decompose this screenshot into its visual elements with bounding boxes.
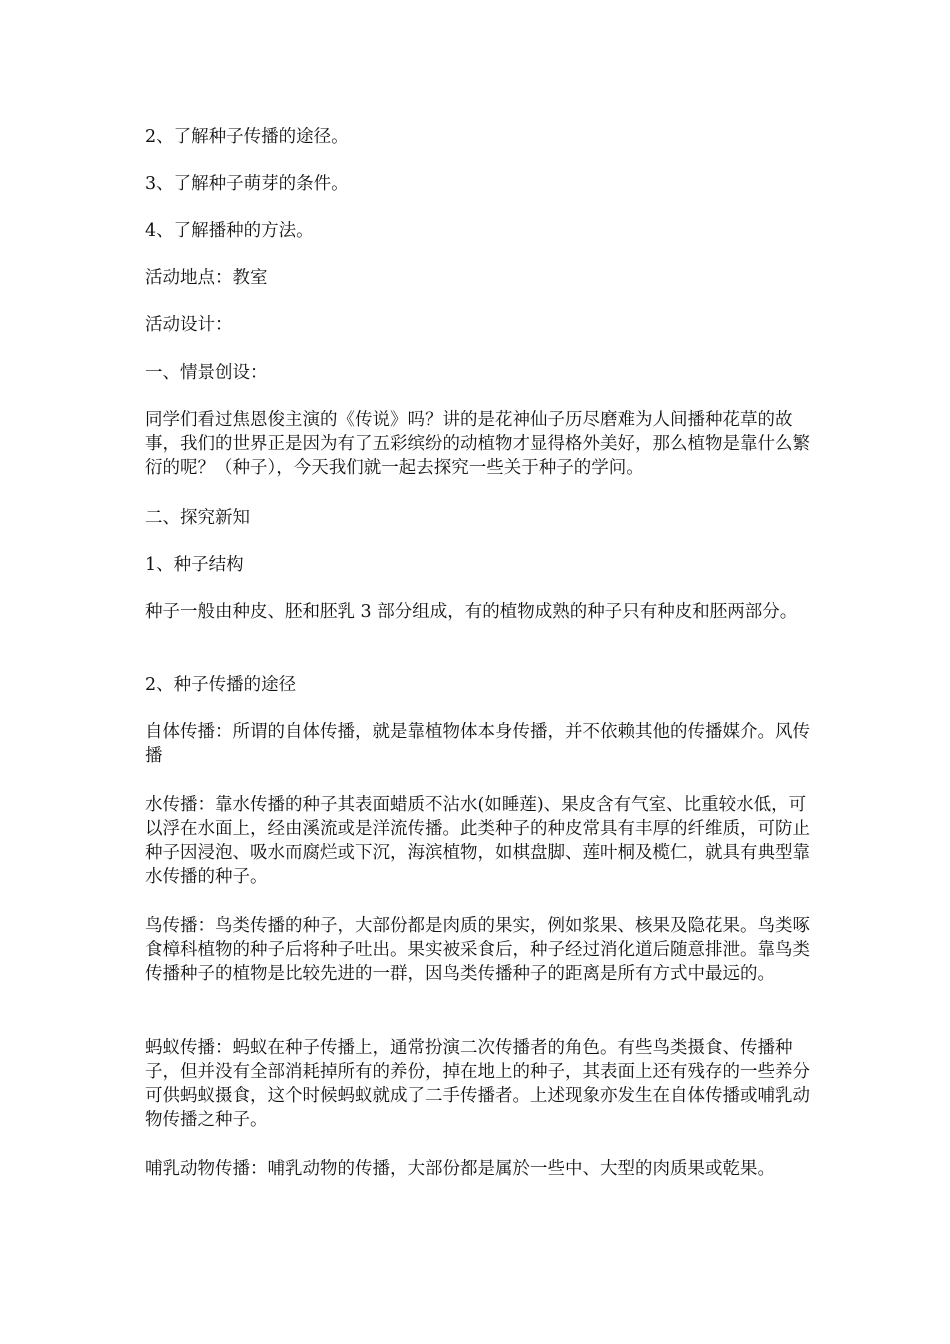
mammal-dispersal-paragraph: 哺乳动物传播：哺乳动物的传播，大部份都是属於一些中、大型的肉质果或乾果。: [145, 1159, 775, 1179]
self-dispersal-paragraph: 自体传播：所谓的自体传播，就是靠植物体本身传播，并不依赖其他的传播媒介。风传播: [145, 722, 810, 766]
subsection-seed-structure: 1、种子结构: [145, 555, 244, 575]
objective-4: 4、了解播种的方法。: [145, 221, 314, 241]
water-dispersal-paragraph: 水传播：靠水传播的种子其表面蜡质不沾水(如睡莲)、果皮含有气室、比重较水低，可以浮在水面上，经由溪流或是洋流传播。此类种子的种皮常具有丰厚的纤维质，可防止种子因浸泡、吸水而腐烂或下沉，海滨植物，如棋盘脚、莲叶桐及榄仁，就具有典型靠水传播的种子。: [145, 795, 810, 887]
subsection-seed-dispersal: 2、种子传播的途径: [145, 675, 297, 695]
section-2-heading: 二、探究新知: [145, 508, 250, 528]
bird-dispersal-paragraph: 鸟传播：鸟类传播的种子，大部份都是肉质的果实，例如浆果、核果及隐花果。鸟类啄食樟科植物的种子后将种子吐出。果实被采食后，种子经过消化道后随意排泄。靠鸟类传播种子的植物是比较先进的一群，因鸟类传播种子的距离是所有方式中最远的。: [145, 916, 810, 984]
objective-3: 3、了解种子萌芽的条件。: [145, 174, 349, 194]
seed-structure-paragraph: 种子一般由种皮、胚和胚乳 3 部分组成，有的植物成熟的种子只有种皮和胚两部分。: [145, 602, 798, 622]
section-1-heading: 一、情景创设：: [145, 363, 268, 383]
objective-2: 2、了解种子传播的途径。: [145, 127, 349, 147]
scenario-paragraph: 同学们看过焦恩俊主演的《传说》吗？讲的是花神仙子历尽磨难为人间播种花草的故事，我们的世界正是因为有了五彩缤纷的动植物才显得格外美好，那么植物是靠什么繁衍的呢？（种子），今天我们就一起去探究一些关于种子的学问。: [145, 410, 810, 478]
activity-design-heading: 活动设计：: [145, 315, 233, 335]
ant-dispersal-paragraph: 蚂蚁传播：蚂蚁在种子传播上，通常扮演二次传播者的角色。有些鸟类摄食、传播种子，但并没有全部消耗掉所有的养份，掉在地上的种子，其表面上还有残存的一些养分可供蚂蚁摄食，这个时候蚂蚁就成了二手传播者。上述现象亦发生在自体传播或哺乳动物传播之种子。: [145, 1038, 810, 1130]
activity-location: 活动地点：教室: [145, 268, 268, 288]
